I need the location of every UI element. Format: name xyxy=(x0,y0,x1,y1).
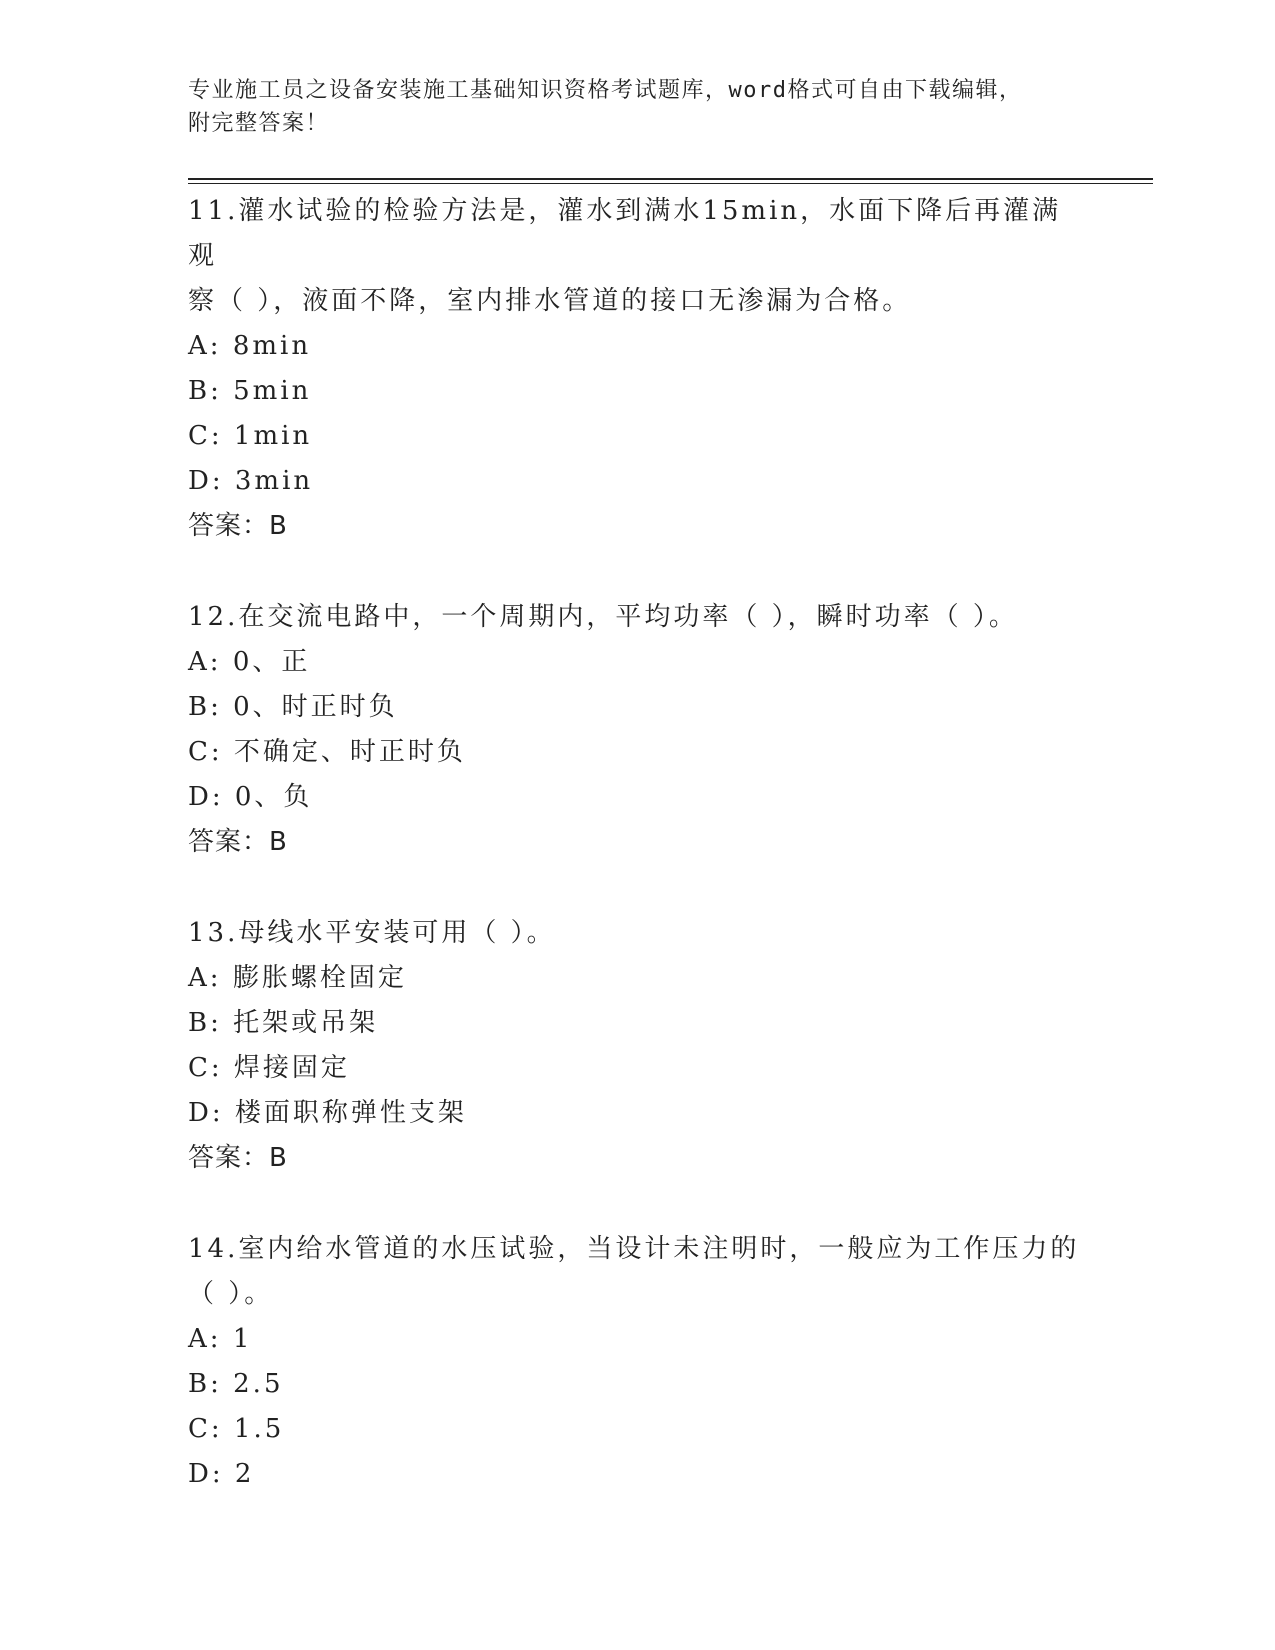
option-c xyxy=(188,730,1108,775)
option-key: C: xyxy=(188,737,223,767)
option-b xyxy=(188,1362,1108,1407)
question-11 xyxy=(188,189,1108,549)
option-text: 1 xyxy=(232,1324,253,1354)
question-stem-line-1: 13.母线水平安装可用（ ）。 xyxy=(188,918,556,948)
option-key: A: xyxy=(188,331,222,361)
option-text: 不确定、时正时负 xyxy=(233,737,466,767)
question-stem-line-1: 14.室内给水管道的水压试验，当设计未注明时，一般应为工作压力的 xyxy=(188,1234,1080,1264)
option-key: B: xyxy=(188,1008,222,1038)
option-d xyxy=(188,1091,1108,1136)
option-key: C: xyxy=(188,1414,223,1444)
question-stem-line-1: 11.灌水试验的检验方法是，灌水到满水15min，水面下降后再灌满观 xyxy=(188,196,1062,271)
option-key: D: xyxy=(188,782,224,812)
option-text: 焊接固定 xyxy=(233,1053,350,1083)
header-divider-thin xyxy=(188,183,1153,184)
question-stem xyxy=(188,189,1108,324)
option-key: B: xyxy=(188,376,222,406)
question-stem xyxy=(188,1227,1108,1317)
option-key: D: xyxy=(188,466,224,496)
question-list xyxy=(188,189,1108,1497)
option-key: D: xyxy=(188,1459,224,1489)
option-key: A: xyxy=(188,963,222,993)
option-text: 2 xyxy=(234,1459,255,1489)
option-text: 2.5 xyxy=(233,1369,284,1399)
question-14 xyxy=(188,1227,1108,1497)
option-a xyxy=(188,324,1108,369)
question-spacer xyxy=(188,1181,1108,1227)
option-key: A: xyxy=(188,647,222,677)
option-key: C: xyxy=(188,421,223,451)
option-key: C: xyxy=(188,1053,223,1083)
option-d xyxy=(188,459,1108,504)
document-header xyxy=(188,74,1068,140)
header-line-2: 附完整答案！ xyxy=(188,111,330,136)
header-line-1: 专业施工员之设备安装施工基础知识资格考试题库，word格式可自由下载编辑， xyxy=(188,78,1023,103)
question-spacer xyxy=(188,549,1108,595)
option-a xyxy=(188,640,1108,685)
answer-line: 答案：B xyxy=(188,511,288,541)
option-a xyxy=(188,956,1108,1001)
option-text: 楼面职称弹性支架 xyxy=(234,1098,467,1128)
option-text: 托架或吊架 xyxy=(233,1008,379,1038)
question-stem-line-2: （ ）。 xyxy=(188,1279,274,1309)
option-c xyxy=(188,1407,1108,1452)
option-key: B: xyxy=(188,1369,222,1399)
option-a xyxy=(188,1317,1108,1362)
option-c xyxy=(188,414,1108,459)
question-12 xyxy=(188,595,1108,865)
option-text: 1.5 xyxy=(233,1414,285,1444)
option-text: 0、正 xyxy=(232,647,311,677)
question-stem-line-1: 12.在交流电路中，一个周期内，平均功率（ ），瞬时功率（ ）。 xyxy=(188,602,1018,632)
option-text: 3min xyxy=(234,466,314,496)
option-key: D: xyxy=(188,1098,224,1128)
option-b xyxy=(188,685,1108,730)
option-c xyxy=(188,1046,1108,1091)
option-key: B: xyxy=(188,692,222,722)
question-stem xyxy=(188,911,1108,956)
option-d xyxy=(188,1452,1108,1497)
option-text: 8min xyxy=(232,331,312,361)
option-text: 0、时正时负 xyxy=(233,692,398,722)
question-stem-line-2: 察（ ），液面不降，室内排水管道的接口无渗漏为合格。 xyxy=(188,286,912,316)
option-b xyxy=(188,369,1108,414)
option-key: A: xyxy=(188,1324,222,1354)
answer-line: 答案：B xyxy=(188,827,288,857)
option-text: 0、负 xyxy=(234,782,313,812)
header-divider-thick xyxy=(188,178,1153,180)
option-text: 膨胀螺栓固定 xyxy=(232,963,407,993)
question-spacer xyxy=(188,865,1108,911)
option-b xyxy=(188,1001,1108,1046)
answer-line: 答案：B xyxy=(188,1143,288,1173)
option-text: 1min xyxy=(233,421,313,451)
option-text: 5min xyxy=(233,376,312,406)
option-d xyxy=(188,775,1108,820)
question-stem xyxy=(188,595,1108,640)
question-13 xyxy=(188,911,1108,1181)
